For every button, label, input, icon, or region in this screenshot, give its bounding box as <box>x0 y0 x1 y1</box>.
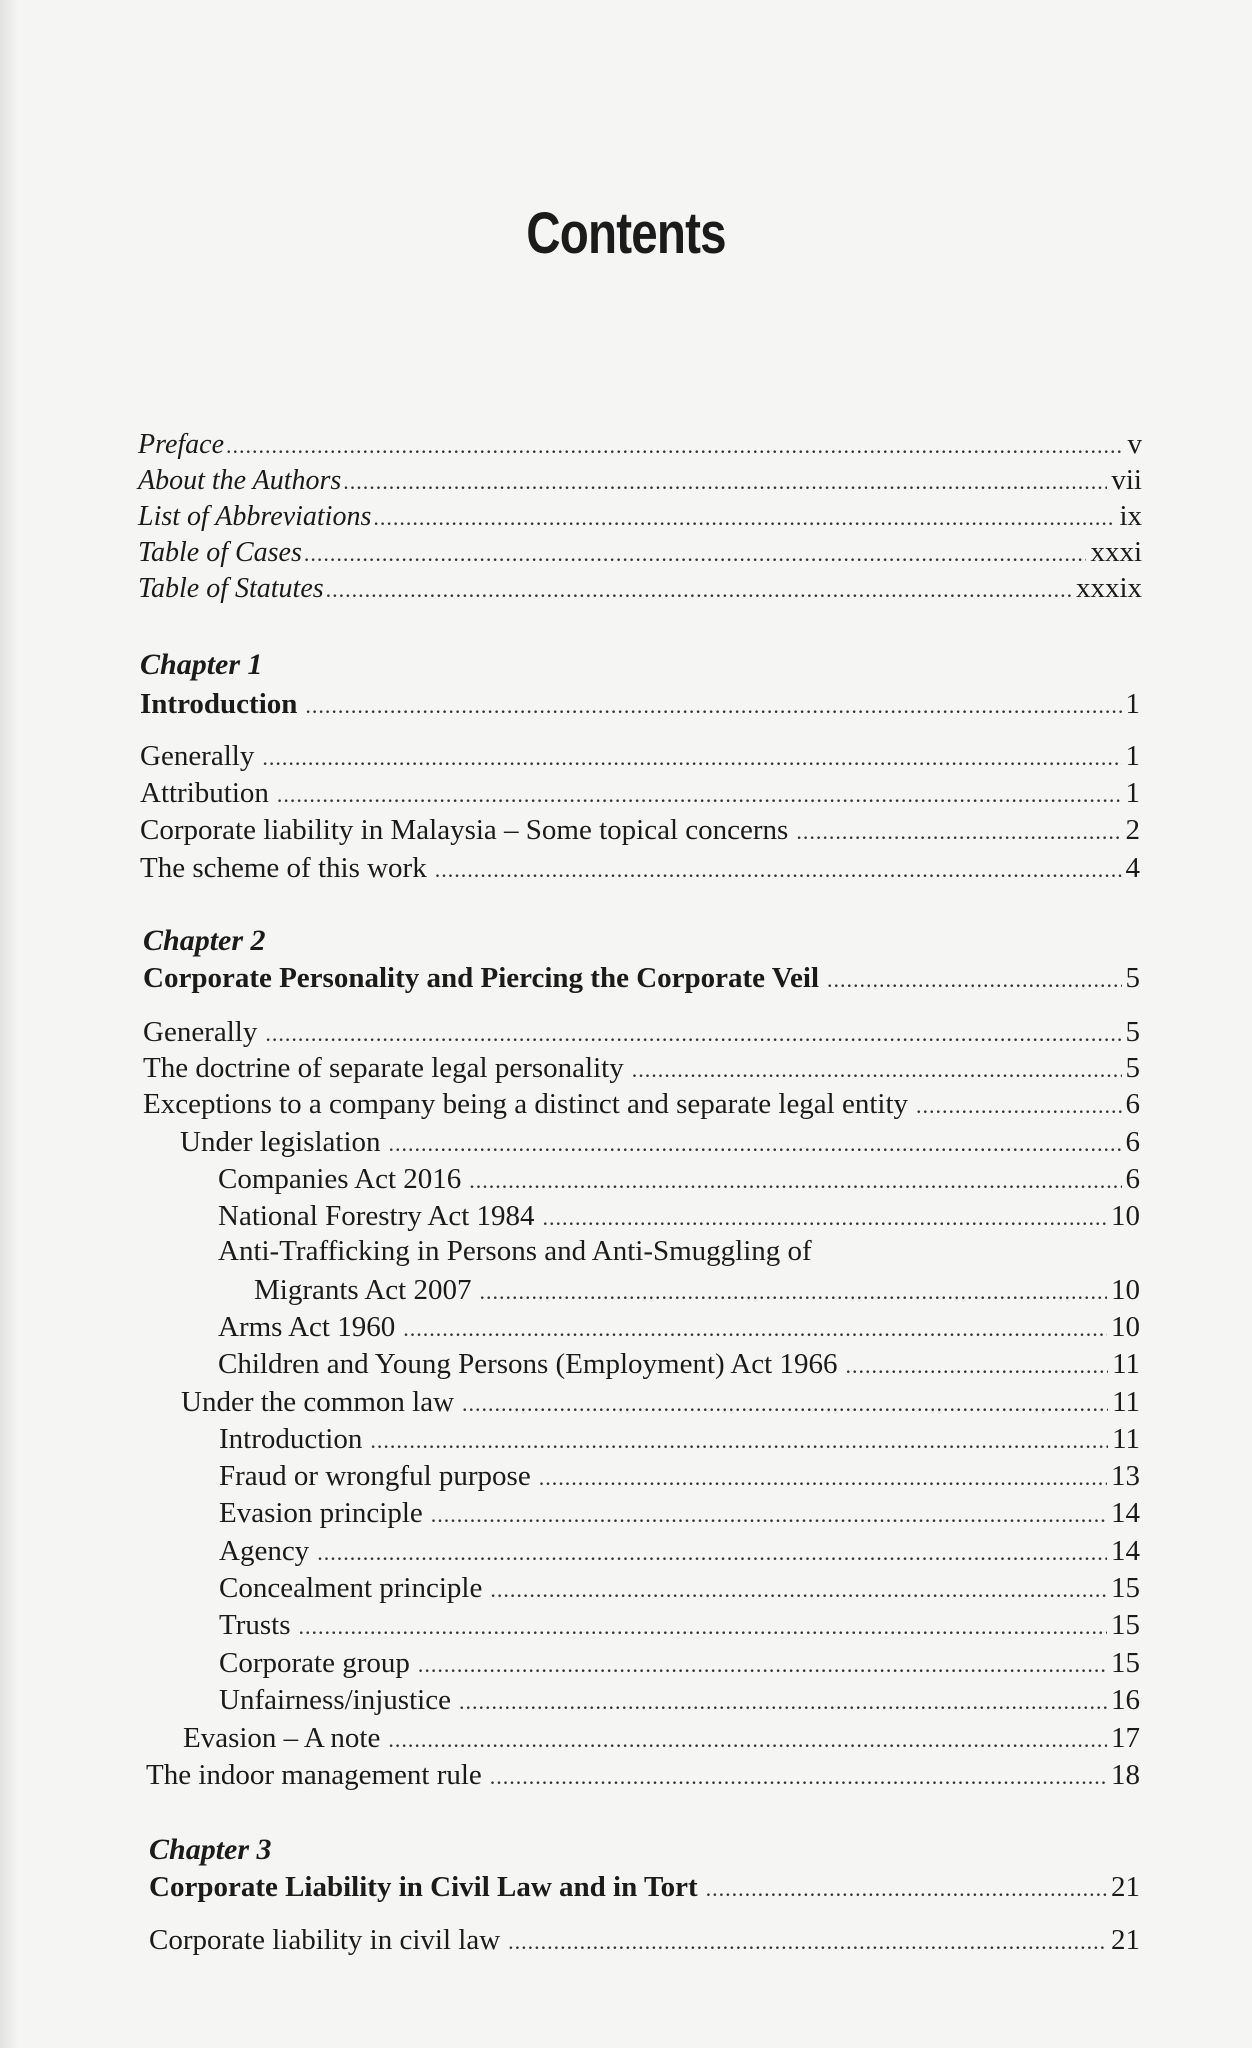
entry-label: National Forestry Act 1984 <box>218 1200 535 1232</box>
toc-entry-arms-act[interactable] <box>218 1309 1140 1347</box>
leader-dots <box>796 814 1121 850</box>
page-number: 2 <box>1125 814 1140 846</box>
entry-label: Unfairness/injustice <box>219 1684 451 1716</box>
toc-entry-evasion-principle[interactable] <box>219 1495 1140 1533</box>
leader-dots <box>326 572 1072 608</box>
entry-label: Anti-Trafficking in Persons and Anti-Smuggling of <box>218 1235 812 1267</box>
leader-dots <box>490 1759 1107 1795</box>
leader-dots <box>262 740 1121 776</box>
leader-dots <box>435 852 1122 888</box>
leader-dots <box>317 1535 1107 1571</box>
entry-label: The scheme of this work <box>140 852 427 884</box>
page-number: 21 <box>1111 1871 1140 1903</box>
leader-dots <box>304 536 1087 572</box>
page-number: 11 <box>1112 1423 1140 1455</box>
toc-entry-generally[interactable] <box>140 738 1140 776</box>
leader-dots <box>916 1088 1121 1124</box>
toc-entry-anti-trafficking-act-line1[interactable] <box>218 1233 812 1269</box>
page-number: 10 <box>1111 1200 1140 1232</box>
leader-dots <box>827 962 1121 998</box>
leader-dots <box>490 1572 1107 1608</box>
toc-entry-attribution[interactable] <box>140 775 1140 813</box>
page-number: 5 <box>1125 1016 1140 1048</box>
leader-dots <box>265 1016 1121 1052</box>
toc-entry-under-common-law[interactable] <box>181 1384 1140 1422</box>
entry-label: Preface <box>138 429 225 460</box>
entry-label: Under legislation <box>180 1126 381 1158</box>
page-number: 21 <box>1111 1924 1140 1956</box>
entry-label: Agency <box>219 1535 310 1567</box>
entry-label: Table of Statutes <box>138 573 324 604</box>
page-number: 16 <box>1111 1684 1140 1716</box>
leader-dots <box>373 500 1115 536</box>
entry-label: Introduction <box>140 688 298 720</box>
entry-label: List of Abbreviations <box>138 501 372 532</box>
leader-dots <box>845 1348 1108 1384</box>
page-edge-shadow <box>0 0 18 2048</box>
leader-dots <box>632 1052 1122 1088</box>
page-number: 4 <box>1125 852 1140 884</box>
entry-label: Evasion – A note <box>183 1722 381 1754</box>
page-number: xxxi <box>1090 536 1142 568</box>
entry-label: Arms Act 1960 <box>218 1311 396 1343</box>
leader-dots <box>388 1722 1107 1758</box>
page-number: 13 <box>1111 1460 1140 1492</box>
chapter-3-label: Chapter 3 <box>149 1833 272 1866</box>
toc-entry-exceptions[interactable] <box>143 1086 1140 1124</box>
toc-entry-indoor-management-rule[interactable] <box>146 1757 1140 1795</box>
leader-dots <box>277 777 1122 813</box>
toc-entry-corporate-group[interactable] <box>219 1645 1140 1683</box>
entry-label: Generally <box>143 1016 258 1048</box>
page-number: ix <box>1119 500 1142 532</box>
page-number: 15 <box>1111 1572 1140 1604</box>
page-number: 14 <box>1111 1497 1140 1529</box>
entry-label: Evasion principle <box>219 1497 423 1529</box>
toc-entry-companies-act[interactable] <box>218 1161 1140 1199</box>
toc-entry-corporate-liability-malaysia[interactable] <box>140 812 1140 850</box>
front-matter-table-of-cases[interactable] <box>138 534 1142 572</box>
page-number: 6 <box>1125 1163 1140 1195</box>
leader-dots <box>462 1386 1108 1422</box>
page-number: 17 <box>1111 1722 1140 1754</box>
page-number: 15 <box>1111 1609 1140 1641</box>
toc-entry-fraud-wrongful-purpose[interactable] <box>219 1458 1140 1496</box>
entry-label: Generally <box>140 740 255 772</box>
page-number: 15 <box>1111 1647 1140 1679</box>
page-number: 6 <box>1125 1126 1140 1158</box>
toc-entry-anti-trafficking-act-line2[interactable] <box>254 1272 1140 1310</box>
toc-entry-separate-legal-personality[interactable] <box>143 1050 1140 1088</box>
page-number: 1 <box>1125 740 1140 772</box>
chapter-2-label: Chapter 2 <box>143 924 266 957</box>
page-number: 6 <box>1125 1088 1140 1120</box>
leader-dots <box>480 1274 1108 1310</box>
front-matter-table-of-statutes[interactable] <box>138 570 1142 608</box>
leader-dots <box>298 1609 1107 1645</box>
leader-dots <box>305 688 1121 724</box>
page-number: 1 <box>1125 777 1140 809</box>
page-number: vii <box>1111 464 1142 496</box>
page-number: 18 <box>1111 1759 1140 1791</box>
leader-dots <box>343 464 1107 500</box>
entry-label: Companies Act 2016 <box>218 1163 462 1195</box>
entry-label: Corporate liability in civil law <box>149 1924 501 1956</box>
chapter-1-label: Chapter 1 <box>140 648 263 681</box>
page-number: 5 <box>1125 962 1140 994</box>
entry-label: The doctrine of separate legal personality <box>143 1052 624 1084</box>
front-matter-list-of-abbreviations[interactable] <box>138 498 1142 536</box>
leader-dots <box>539 1460 1107 1496</box>
leader-dots <box>459 1684 1107 1720</box>
toc-entry-trusts[interactable] <box>219 1607 1140 1645</box>
toc-entry-scheme-of-work[interactable] <box>140 850 1140 888</box>
page-number: 11 <box>1112 1386 1140 1418</box>
toc-entry-unfairness-injustice[interactable] <box>219 1682 1140 1720</box>
entry-label: Introduction <box>219 1423 363 1455</box>
page-number: 11 <box>1112 1348 1140 1380</box>
chapter-2-heading[interactable] <box>143 960 1140 998</box>
toc-entry-introduction[interactable] <box>219 1421 1140 1459</box>
leader-dots <box>403 1311 1107 1347</box>
entry-label: The indoor management rule <box>146 1759 482 1791</box>
page-number: 5 <box>1125 1052 1140 1084</box>
toc-entry-under-legislation[interactable] <box>180 1124 1140 1162</box>
toc-entry-national-forestry-act[interactable] <box>218 1198 1140 1236</box>
chapter-1-heading[interactable] <box>140 686 1140 724</box>
entry-label: About the Authors <box>138 465 342 496</box>
chapter-3-heading[interactable] <box>149 1869 1140 1907</box>
leader-dots <box>389 1126 1122 1162</box>
front-matter-preface[interactable] <box>138 426 1142 464</box>
front-matter-about-the-authors[interactable] <box>138 462 1142 500</box>
leader-dots <box>706 1871 1107 1907</box>
leader-dots <box>508 1924 1107 1960</box>
page-title: Contents <box>526 201 726 266</box>
leader-dots <box>431 1497 1107 1533</box>
entry-label: Corporate Liability in Civil Law and in Tort <box>149 1871 698 1903</box>
entry-label: Migrants Act 2007 <box>254 1274 472 1306</box>
entry-label: Trusts <box>219 1609 291 1641</box>
entry-label: Children and Young Persons (Employment) Act 1966 <box>218 1348 838 1380</box>
entry-label: Fraud or wrongful purpose <box>219 1460 531 1492</box>
page-number: 10 <box>1111 1311 1140 1343</box>
page-number: 10 <box>1111 1274 1140 1306</box>
leader-dots <box>226 428 1123 464</box>
entry-label: Corporate Personality and Piercing the Corporate Veil <box>143 962 820 994</box>
leader-dots <box>370 1423 1108 1459</box>
toc-entry-concealment-principle[interactable] <box>219 1570 1140 1608</box>
page-number: 14 <box>1111 1535 1140 1567</box>
toc-entry-agency[interactable] <box>219 1533 1140 1571</box>
page-number: xxxix <box>1075 572 1142 604</box>
toc-entry-evasion-note[interactable] <box>183 1720 1140 1758</box>
page-number: 1 <box>1125 688 1140 720</box>
entry-label: Table of Cases <box>138 537 302 568</box>
entry-label: Concealment principle <box>219 1572 483 1604</box>
entry-label: Under the common law <box>181 1386 455 1418</box>
toc-entry-generally[interactable] <box>143 1014 1140 1052</box>
leader-dots <box>543 1200 1107 1236</box>
toc-entry-civil-law-liability[interactable] <box>149 1922 1140 1960</box>
leader-dots <box>418 1647 1107 1683</box>
entry-label: Exceptions to a company being a distinct and separate legal entity <box>143 1088 909 1120</box>
entry-label: Corporate group <box>219 1647 410 1679</box>
entry-label: Attribution <box>140 777 269 809</box>
page-number: v <box>1127 428 1142 460</box>
leader-dots <box>469 1163 1121 1199</box>
toc-entry-children-young-persons-act[interactable] <box>218 1346 1140 1384</box>
entry-label: Corporate liability in Malaysia – Some topical concerns <box>140 814 789 846</box>
